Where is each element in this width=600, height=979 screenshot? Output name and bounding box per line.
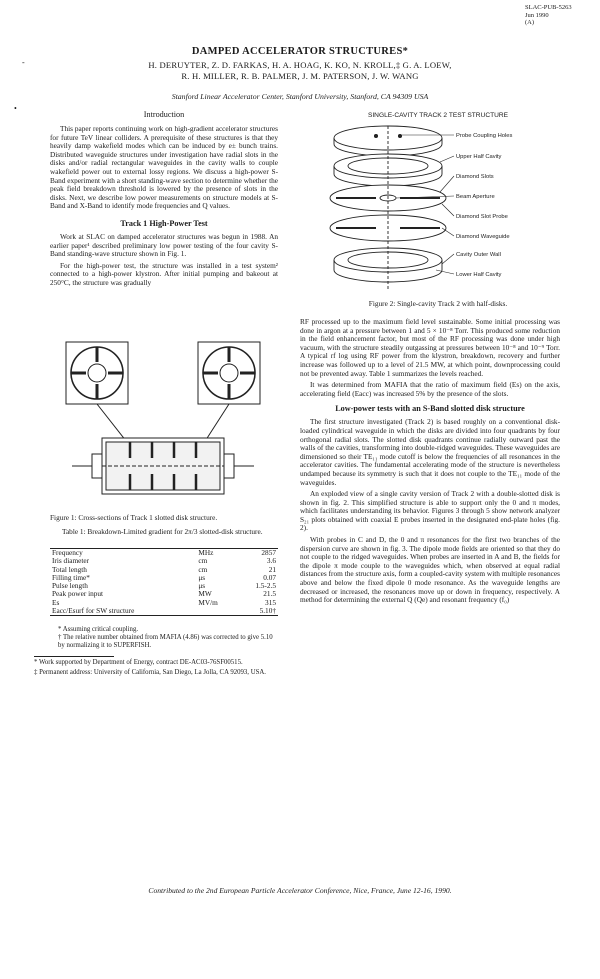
- table-row: [50, 607, 278, 615]
- report-code: (A): [525, 19, 535, 26]
- paper-title: DAMPED ACCELERATOR STRUCTURES*: [191, 46, 409, 57]
- footnote-1: * Work supported by Department of Energy, contract DE-AC03-76SF00515.: [34, 659, 243, 666]
- table-cell-value: 0.07: [263, 572, 276, 582]
- left-column: [50, 110, 278, 288]
- author-line-1: H. DERUYTER, Z. D. FARKAS, H. A. HOAG, K. KO, N. KROLL,‡ G. A. LOEW,: [148, 60, 452, 70]
- report-header: [525, 4, 572, 27]
- fig2-label-3: Beam Aperture: [456, 194, 495, 200]
- s-band-heading: Low-power tests with an S-Band slotted disk structure: [335, 404, 525, 414]
- figure-1-caption: Figure 1: Cross-sections of Track 1 slotted disk structure.: [50, 513, 218, 522]
- fig2-label-4: Diamond Slot Probe: [456, 214, 508, 220]
- contribution-note: Contributed to the 2nd European Particle Accelerator Conference, Nice, France, June 12-16, 1990.: [148, 886, 452, 895]
- table-cell-unit: μs: [198, 572, 206, 582]
- fig2-label-7: Lower Half Cavity: [456, 272, 502, 278]
- table-cell-value: 1.5-2.5: [255, 581, 276, 591]
- track1-paragraph-2: For the high-power test, the structure was installed in a test system² connected to a high-power klystron. After initial pumping and bakeout at 250°C, the structure was gradually: [50, 260, 278, 287]
- table-cell-name: Es: [52, 597, 60, 607]
- right-paragraph-1: RF processed up to the maximum field level sustainable. Some initial processing was done in argon at a pressure between 1 and 5 × 10⁻⁸ Torr. This produced some reduction in the field enhancement factor, but most of the RF processing was done under high vacuum, with the structure steadily outgassing at pressures between 10⁻⁸ and 10⁻⁹ Torr. A typical rf log using RF power from the klystron, breakdown, recovery and further increase was followed up to a level of 21.5 MW, at which point, downprocessing could not be prevented away. Table 1 summarizes the levels reached.: [300, 317, 560, 378]
- table-cell-value: 2857: [261, 548, 276, 557]
- figure-1-drawing: [52, 338, 274, 510]
- table-1: [50, 548, 278, 616]
- footnote-2: ‡ Permanent address: University of California, San Diego, La Jolla, CA 92093, USA.: [34, 668, 267, 676]
- table-cell-value: 315: [265, 597, 276, 607]
- table-1-notes: [50, 626, 278, 649]
- margin-mark: -: [22, 58, 25, 67]
- table-cell-value: 3.6: [266, 556, 276, 566]
- fig2-label-2: Diamond Slots: [456, 174, 494, 180]
- table-cell-value: 5.10†: [259, 606, 276, 616]
- table-cell-name: Filling time*: [52, 572, 90, 582]
- report-date: Jun 1990: [525, 11, 549, 19]
- figure-2-heading: SINGLE-CAVITY TRACK 2 TEST STRUCTURE: [367, 112, 509, 119]
- fig2-label-5: Diamond Waveguide: [456, 234, 510, 240]
- table-cell-name: Peak power input: [52, 589, 104, 599]
- table-1-caption: Table 1: Breakdown-Limited gradient for 2π/3 slotted-disk structure.: [62, 527, 263, 536]
- table-1-grid: [50, 549, 278, 615]
- table-cell-unit: MHz: [198, 548, 214, 557]
- page-footnotes: [34, 656, 280, 677]
- right-paragraph-2: It was determined from MAFIA that the ratio of maximum field (Es) on the axis, accelerating field (Eacc) was increased 5% by the presence of the slots.: [300, 380, 560, 398]
- table-cell-name: Pulse length: [52, 581, 88, 591]
- table-cell-name: Iris diameter: [52, 556, 90, 566]
- figure-2-caption: Figure 2: Single-cavity Track 2 with half-disks.: [368, 299, 508, 308]
- table-cell-unit: cm: [198, 556, 208, 566]
- affiliation: Stanford Linear Accelerator Center, Stanford University, Stanford, CA 94309 USA: [171, 92, 429, 101]
- table-cell-name: Eacc/Esurf for SW structure: [52, 606, 135, 616]
- intro-paragraph: This paper reports continuing work on high-gradient accelerator structures for future TeV linear colliders. A prerequisite of these structures is that they heavily damp wakefield modes which can be induced by e± bunch trains. Distributed waveguide structures under investigation have radial slots in the disks and/or radial rectangular waveguides in the cavity walls to couple wakefield power out to external lossy regions. We discuss a high-power S-Band experiment with a short standing-wave section to determine whether the peak field breakdown threshold is lowered by the presence of slots in the disks. Next, we describe low power measurements on structure models at S-Band and X-Band to identify mode frequencies and Q values.: [50, 124, 278, 211]
- track1-heading: Track 1 High-Power Test: [120, 218, 208, 228]
- fig2-label-6: Cavity Outer Wall: [456, 252, 501, 258]
- track1-paragraph-1: Work at SLAC on damped accelerator structures was begun in 1988. An earlier paper¹ described preliminary low power testing of the four cavity S-Band standing-wave structure shown in Fig. 1.: [50, 231, 278, 259]
- figure-2-drawing: [316, 124, 556, 294]
- right-column: [300, 318, 560, 605]
- table-1-note-2: † The relative number obtained from MAFIA (4.86) was corrected to give 5.10 by normalizing it to SUPERFISH.: [58, 633, 273, 649]
- intro-heading: Introduction: [143, 110, 185, 119]
- right-paragraph-4: An exploded view of a single cavity version of Track 2 with a double-slotted disk is shown in fig. 2. This simplified structure is able to support only the 0 and π modes, which facilitates understanding its behavior. Figures 3 through 5 show network analyzer S₂₁ plots obtained with coaxial E probes inserted in the designated end-plate holes (fig. 2).: [300, 489, 560, 533]
- table-cell-unit: [196, 607, 236, 615]
- fig2-label-1: Upper Half Cavity: [456, 154, 502, 160]
- report-number: SLAC-PUB-5263: [525, 4, 572, 11]
- table-cell-value: 21.5: [263, 589, 276, 599]
- table-cell-unit: cm: [198, 564, 208, 574]
- table-cell-name: Frequency: [52, 548, 83, 557]
- table-cell-value: 21: [268, 564, 276, 574]
- table-cell-unit: μs: [198, 581, 206, 591]
- table-cell-unit: MV/m: [198, 597, 218, 607]
- author-line-2: R. H. MILLER, R. B. PALMER, J. M. PATERSON, J. W. WANG: [181, 70, 419, 81]
- table-1-note-1: * Assuming critical coupling.: [58, 626, 139, 633]
- right-paragraph-5: With probes in C and D, the 0 and π resonances for the first two branches of the dispersion curve are shown in fig. 3. The dipole mode fields are oriented so that they do not couple to the ridged waveguides. When probes are inserted in A and B, the fields for the dipole π mode couple to the waveguides which, when observed at equal radial distances from the structure axis, form a coupled-cavity system with multiple resonances above and below the fixed dipole 0 mode resonance. As the waveguide lengths are decreased or increased, the resonances move up or down in frequency, respectively. A method for determining the external Q (Qe) and resonant frequency (f₀): [300, 535, 560, 605]
- table-row: [50, 590, 278, 598]
- table-cell-unit: MW: [198, 589, 212, 599]
- author-list: [0, 60, 600, 81]
- margin-mark: •: [14, 104, 17, 113]
- right-paragraph-3: The first structure investigated (Track 2) is based roughly on a conventional disk-loaded cylindrical waveguide in which the disks are divided into four quadrants by four orthogonal radial slots. The slotted disk quadrants continue radially outward past the walls of the cavities, transforming into double-ridged waveguides. These waveguides are dimensioned so their TE₁₁ mode cutoff is below the frequencies of all resonances in the accelerator cavities. The fundamental accelerating mode of the structure is nevertheless undamped because its symmetry is such that it does not couple to the TE₁₁ mode of the waveguides.: [300, 417, 560, 487]
- table-cell-name: Total length: [52, 564, 87, 574]
- fig2-label-0: Probe Coupling Holes: [456, 133, 513, 139]
